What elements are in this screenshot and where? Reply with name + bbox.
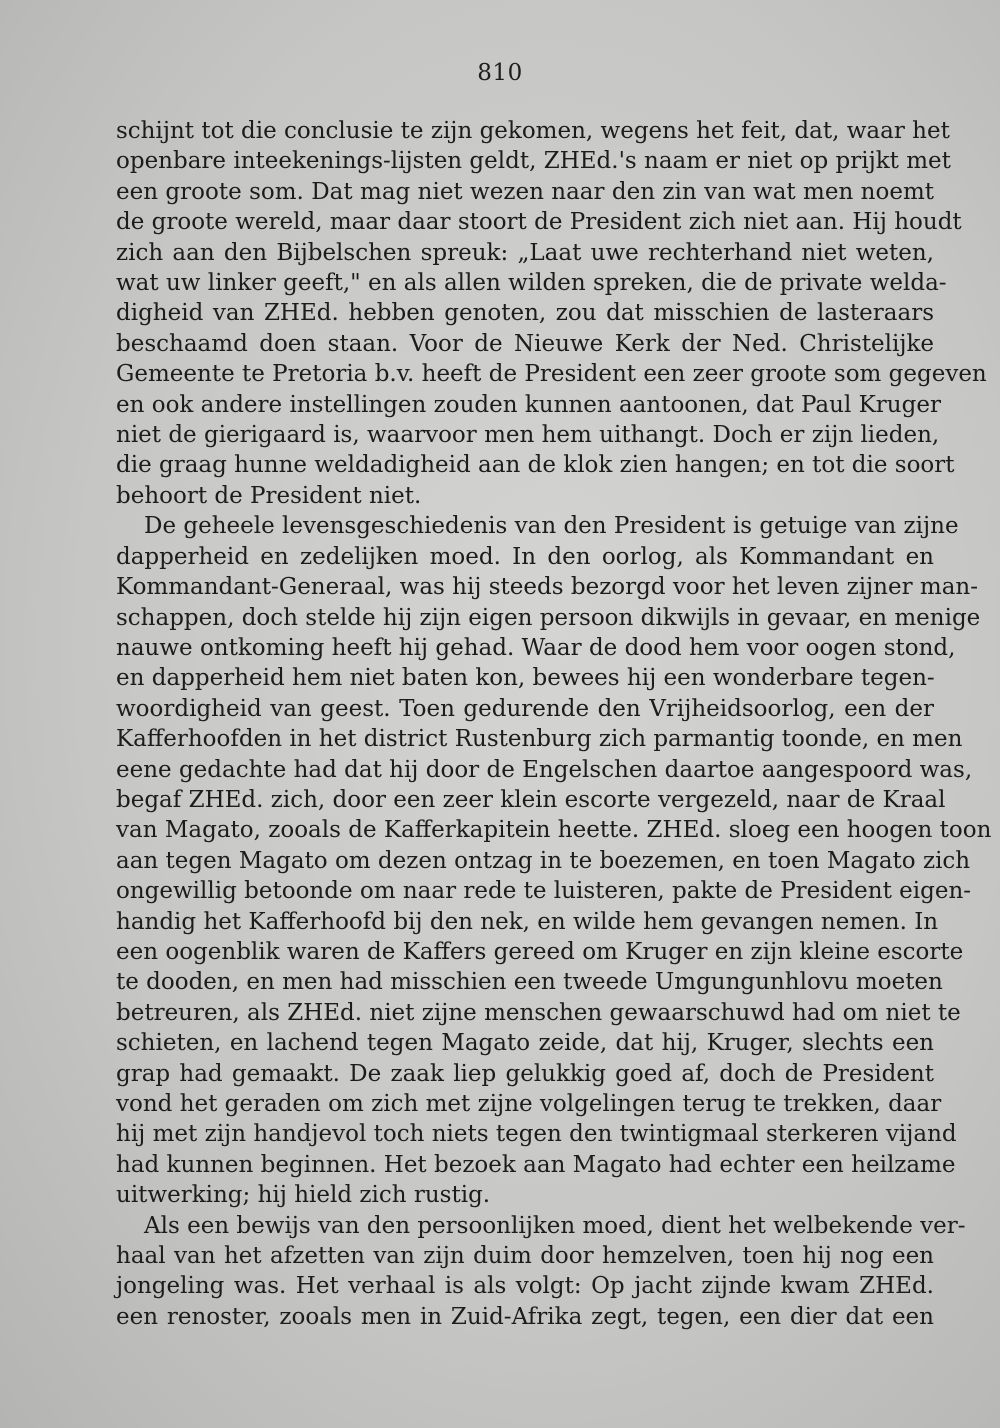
text-line: de groote wereld, maar daar stoort de President zich niet aan. Hij houdt: [116, 209, 962, 236]
text-line: schijnt tot die conclusie te zijn gekomen, wegens het feit, dat, waar het: [116, 118, 950, 144]
text-line: nauwe ontkoming heeft hij gehad. Waar de dood hem voor oogen stond,: [116, 634, 956, 661]
text-line: zich aan den Bijbelschen spreuk: „Laat uwe rechterhand niet weten,: [116, 239, 934, 266]
text-line: eene gedachte had dat hij door de Engelschen daartoe aangespoord was,: [116, 756, 973, 783]
paragraph-start-line: Als een bewijs van den persoonlijken moed, dient het welbekende ver-: [144, 1212, 966, 1239]
text-line: schappen, doch stelde hij zijn eigen persoon dikwijls in gevaar, en menige: [116, 604, 981, 631]
text-line: Kommandant-Generaal, was hij steeds bezorgd voor het leven zijner man-: [116, 574, 979, 601]
text-line: uitwerking; hij hield zich rustig.: [116, 1182, 491, 1209]
text-line: een groote som. Dat mag niet wezen naar den zin van wat men noemt: [116, 178, 934, 205]
text-line: en ook andere instellingen zouden kunnen aantoonen, dat Paul Kruger: [116, 391, 941, 418]
text-line: hij met zijn handjevol toch niets tegen den twintigmaal sterkeren vijand: [116, 1121, 957, 1148]
text-line: beschaamd doen staan. Voor de Nieuwe Kerk der Ned. Christelijke: [116, 330, 934, 357]
text-line: te dooden, en men had misschien een tweede Umgungunhlovu moeten: [116, 969, 943, 996]
text-line: wat uw linker geeft," en als allen wilden spreken, die de private welda-: [116, 270, 947, 297]
body-text: [116, 116, 992, 1332]
text-line: openbare inteekenings-lijsten geldt, ZHEd.'s naam er niet op prijkt met: [116, 148, 951, 175]
text-line: grap had gemaakt. De zaak liep gelukkig goed af, doch de President: [116, 1060, 934, 1087]
page-number: 810: [477, 60, 523, 86]
text-line: woordigheid van geest. Toen gedurende den Vrijheidsoorlog, een der: [116, 695, 934, 722]
text-line: niet de gierigaard is, waarvoor men hem uithangt. Doch er zijn lieden,: [116, 422, 940, 449]
text-line: Gemeente te Pretoria b.v. heeft de President een zeer groote som gegeven: [116, 361, 987, 388]
text-line: een renoster, zooals men in Zuid-Afrika zegt, tegen, een dier dat een: [116, 1303, 934, 1330]
text-line: betreuren, als ZHEd. niet zijne menschen gewaarschuwd had om niet te: [116, 999, 961, 1026]
text-line: van Magato, zooals de Kafferkapitein heette. ZHEd. sloeg een hoogen toon: [116, 817, 992, 844]
text-line: een oogenblik waren de Kaffers gereed om Kruger en zijn kleine escorte: [116, 938, 964, 965]
paragraph-start-line: De geheele levensgeschiedenis van den President is getuige van zijne: [144, 513, 959, 540]
text-line: handig het Kafferhoofd bij den nek, en wilde hem gevangen nemen. In: [116, 908, 939, 935]
text-line: digheid van ZHEd. hebben genoten, zou dat misschien de lasteraars: [116, 300, 934, 327]
text-line: vond het geraden om zich met zijne volgelingen terug te trekken, daar: [116, 1091, 942, 1117]
text-line: die graag hunne weldadigheid aan de klok zien hangen; en tot die soort: [116, 452, 955, 479]
text-line: had kunnen beginnen. Het bezoek aan Magato had echter een heilzame: [116, 1151, 956, 1178]
text-line: Kafferhoofden in het district Rustenburg zich parmantig toonde, en men: [116, 726, 963, 753]
text-line: ongewillig betoonde om naar rede te luisteren, pakte de President eigen-: [116, 878, 972, 905]
text-line: aan tegen Magato om dezen ontzag in te boezemen, en toen Magato zich: [116, 847, 971, 874]
text-line: haal van het afzetten van zijn duim door hemzelven, toen hij nog een: [116, 1243, 934, 1270]
text-line: en dapperheid hem niet baten kon, bewees hij een wonderbare tegen-: [116, 665, 935, 692]
text-line: jongeling was. Het verhaal is als volgt: Op jacht zijnde kwam ZHEd.: [116, 1273, 934, 1300]
text-line: dapperheid en zedelijken moed. In den oorlog, als Kommandant en: [116, 543, 934, 570]
text-line: schieten, en lachend tegen Magato zeide, dat hij, Kruger, slechts een: [116, 1030, 934, 1057]
text-line: begaf ZHEd. zich, door een zeer klein escorte vergezeld, naar de Kraal: [116, 786, 946, 813]
text-line: behoort de President niet.: [116, 482, 422, 509]
